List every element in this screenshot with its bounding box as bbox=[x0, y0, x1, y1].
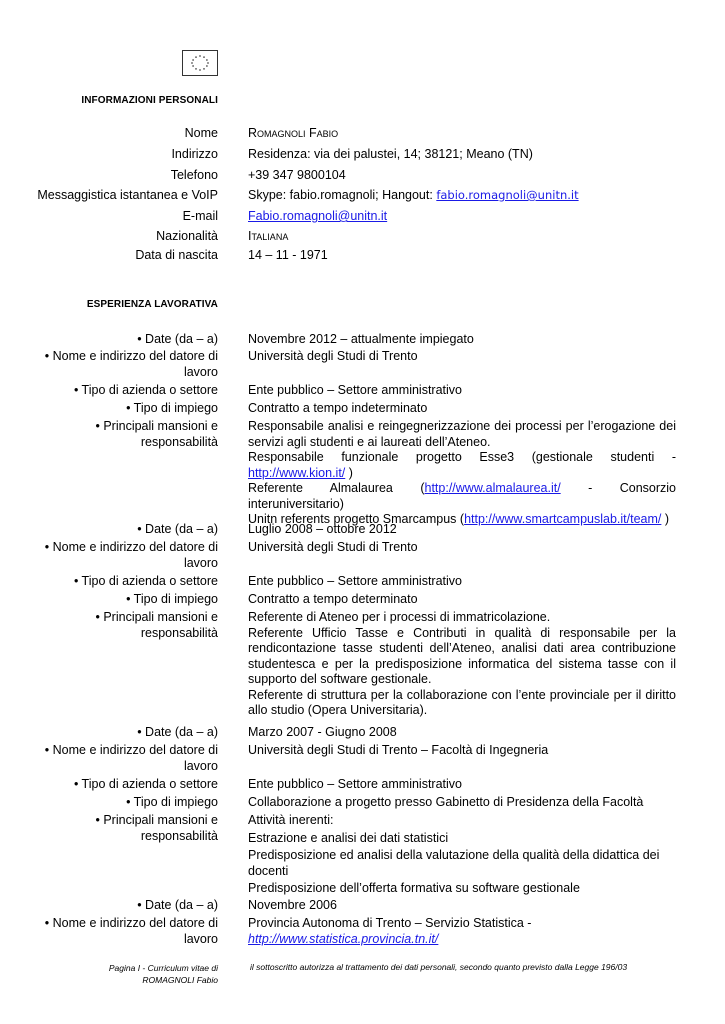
label-address: Indirizzo bbox=[171, 147, 218, 161]
section-title-experience: ESPERIENZA LAVORATIVA bbox=[86, 299, 218, 310]
email-link[interactable]: Fabio.romagnoli@unitn.it bbox=[248, 209, 388, 223]
label-dates: • Date (da – a) bbox=[137, 898, 218, 912]
section-title-personal: INFORMAZIONI PERSONALI bbox=[81, 95, 218, 106]
value-name: Romagnoli Fabio bbox=[248, 126, 339, 140]
value-messaging bbox=[248, 188, 676, 204]
label-duties: • Principali mansioni e responsabilità bbox=[95, 419, 218, 449]
duty-text: ) bbox=[661, 512, 670, 526]
label-type: • Tipo di impiego bbox=[126, 795, 218, 809]
duty-line: Predisposizione ed analisi della valutazione della qualità della didattica dei docenti bbox=[248, 848, 660, 878]
duty-line: Estrazione e analisi dei dati statistici bbox=[248, 830, 449, 845]
job-employer: Università degli Studi di Trento bbox=[248, 540, 418, 554]
label-sector: • Tipo di azienda o settore bbox=[73, 383, 218, 397]
duty-text: Referente Almalaurea ( bbox=[248, 481, 425, 495]
kion-link[interactable]: http://www.kion.it/ bbox=[248, 465, 346, 480]
job-type: Contratto a tempo determinato bbox=[248, 592, 418, 606]
label-employer: • Nome e indirizzo del datore di lavoro bbox=[44, 540, 218, 570]
value-phone: +39 347 9800104 bbox=[248, 168, 346, 182]
duty-line bbox=[248, 481, 676, 512]
label-type: • Tipo di impiego bbox=[126, 592, 218, 606]
label-dates: • Date (da – a) bbox=[137, 332, 218, 346]
label-phone: Telefono bbox=[170, 168, 218, 182]
label-sector: • Tipo di azienda o settore bbox=[73, 574, 218, 588]
value-birthdate: 14 – 11 - 1971 bbox=[248, 248, 328, 262]
label-messaging: Messaggistica istantanea e VoIP bbox=[37, 188, 218, 202]
job-sector: Ente pubblico – Settore amministrativo bbox=[248, 383, 462, 397]
employer-text: Provincia Autonoma di Trento – Servizio Statistica - bbox=[248, 916, 532, 930]
label-employer: • Nome e indirizzo del datore di lavoro bbox=[44, 349, 218, 379]
value-address: Residenza: via dei palustei, 14; 38121; Meano (TN) bbox=[248, 147, 533, 161]
job-dates: Novembre 2006 bbox=[248, 898, 337, 912]
job-employer bbox=[248, 916, 676, 947]
label-duties: • Principali mansioni e responsabilità bbox=[95, 610, 218, 640]
eu-flag-icon bbox=[182, 50, 218, 76]
label-dates: • Date (da – a) bbox=[137, 725, 218, 739]
value-nationality: Italiana bbox=[248, 229, 289, 243]
footer-privacy-note: il sottoscritto autorizza al trattamento dei dati personali, secondo quanto previsto dalla Legge 196/03 bbox=[250, 962, 628, 972]
job-dates: Luglio 2008 – ottobre 2012 bbox=[248, 522, 397, 536]
value-email bbox=[248, 209, 676, 225]
job-dates: Marzo 2007 - Giugno 2008 bbox=[248, 725, 397, 739]
job-duties bbox=[248, 813, 676, 897]
duty-text: - Consorzio interuniversitario) bbox=[248, 481, 676, 511]
label-employer: • Nome e indirizzo del datore di lavoro bbox=[44, 916, 218, 946]
statistica-link[interactable]: http://www.statistica.provincia.tn.it/ bbox=[248, 931, 439, 946]
footer-page-info: Pagina I - Curriculum vitae di ROMAGNOLI Fabio bbox=[108, 963, 218, 985]
job-type: Collaborazione a progetto presso Gabinetto di Presidenza della Facoltà bbox=[248, 795, 644, 809]
label-birthdate: Data di nascita bbox=[135, 248, 218, 262]
label-employer: • Nome e indirizzo del datore di lavoro bbox=[44, 743, 218, 773]
duty-line: Referente di Ateneo per i processi di immatricolazione. bbox=[248, 610, 551, 624]
job-duties bbox=[248, 419, 676, 528]
duty-line bbox=[248, 450, 676, 481]
duty-line: Referente Ufficio Tasse e Contributi in qualità di responsabile per la rendicontazione tasse studenti dell’Ateneo, analisi dati area contribuzione studentesca e per la predisposizione informatica del sistema tasse con il supporto del software gestionale. bbox=[248, 625, 676, 686]
job-dates: Novembre 2012 – attualmente impiegato bbox=[248, 332, 474, 346]
label-sector: • Tipo di azienda o settore bbox=[73, 777, 218, 791]
label-nationality: Nazionalità bbox=[156, 229, 218, 243]
duty-line: Responsabile analisi e reingegnerizzazione dei processi per l’erogazione dei servizi agli studenti e ai laureati dell’Ateneo. bbox=[248, 419, 676, 449]
job-sector: Ente pubblico – Settore amministrativo bbox=[248, 777, 462, 791]
duty-line: Predisposizione dell’offerta formativa su software gestionale bbox=[248, 881, 580, 895]
label-duties: • Principali mansioni e responsabilità bbox=[95, 813, 218, 843]
duty-line: Attività inerenti: bbox=[248, 813, 334, 827]
almalaurea-link[interactable]: http://www.almalaurea.it/ bbox=[424, 481, 561, 495]
duty-text: ) bbox=[345, 465, 353, 480]
smartcampus-link[interactable]: http://www.smartcampuslab.it/team/ bbox=[464, 512, 662, 526]
messaging-text: Skype: fabio.romagnoli; Hangout: bbox=[248, 188, 437, 202]
label-dates: • Date (da – a) bbox=[137, 522, 218, 536]
job-duties bbox=[248, 610, 676, 719]
duty-text: Responsabile funzionale progetto Esse3 (gestionale studenti - bbox=[248, 450, 676, 464]
label-email: E-mail bbox=[182, 209, 218, 223]
duty-text: Unitn referents progetto Smarcampus ( bbox=[248, 512, 465, 526]
label-type: • Tipo di impiego bbox=[126, 401, 218, 415]
job-employer: Università degli Studi di Trento bbox=[248, 349, 418, 363]
duty-line: Referente di struttura per la collaborazione con l’ente provinciale per il diritto allo studio (Opera Universitaria). bbox=[248, 687, 676, 717]
hangout-email-link[interactable]: fabio.romagnoli@unitn.it bbox=[436, 188, 579, 202]
label-name: Nome bbox=[184, 126, 218, 140]
job-type: Contratto a tempo indeterminato bbox=[248, 401, 428, 415]
job-employer: Università degli Studi di Trento – Facoltà di Ingegneria bbox=[248, 743, 549, 757]
job-sector: Ente pubblico – Settore amministrativo bbox=[248, 574, 462, 588]
